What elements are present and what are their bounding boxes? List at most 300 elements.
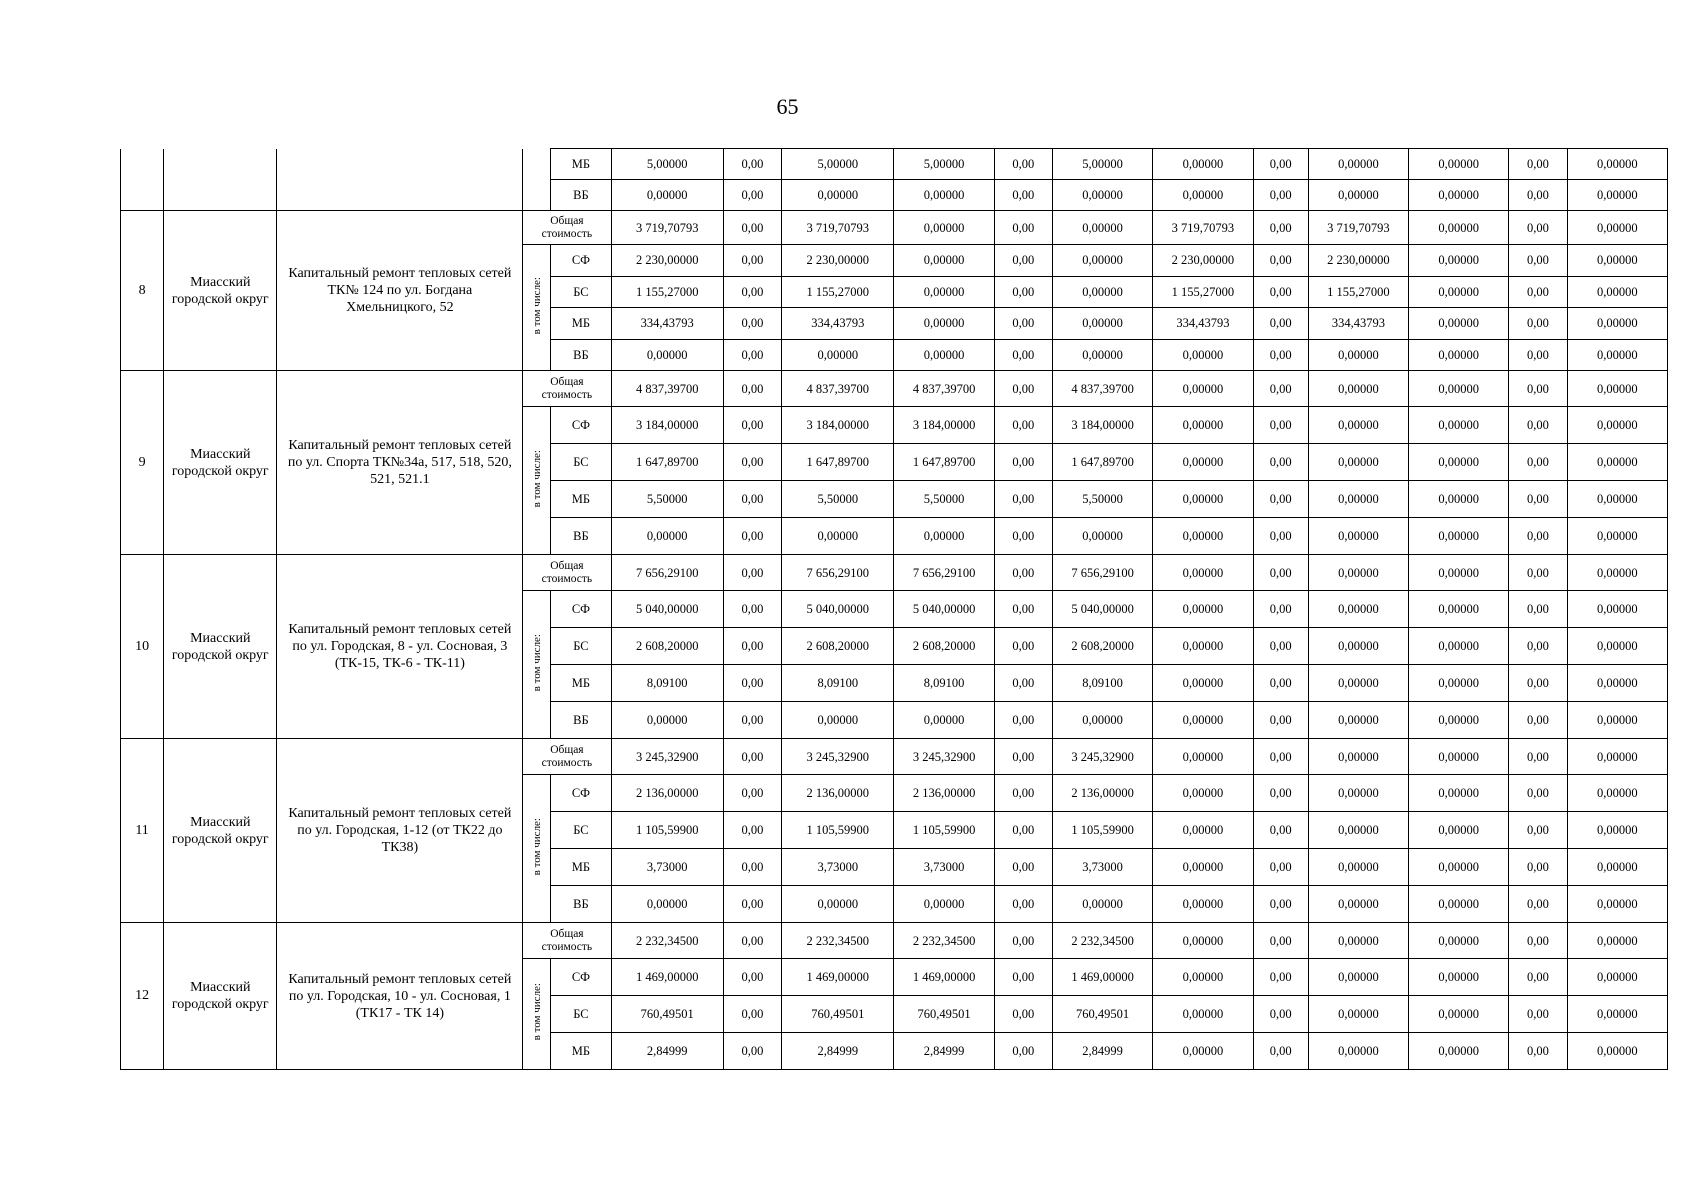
- value-cell: 0,00000: [1409, 812, 1509, 849]
- value-cell: 0,00000: [1409, 407, 1509, 444]
- value-cell: 0,00000: [1308, 444, 1408, 481]
- value-cell: 0,00: [1509, 407, 1567, 444]
- source-label: ВБ: [551, 180, 611, 211]
- total-cost-label: Общая стоимость: [523, 211, 611, 245]
- value-cell: 0,00000: [1567, 481, 1667, 518]
- value-cell: 0,00000: [1153, 702, 1253, 739]
- value-cell: 0,00: [723, 959, 781, 996]
- value-cell: 2 136,00000: [611, 775, 723, 812]
- value-cell: 0,00000: [1308, 518, 1408, 555]
- value-cell: 0,00: [1253, 996, 1308, 1033]
- value-cell: 1 105,59900: [894, 812, 994, 849]
- district-cell: [164, 149, 277, 211]
- value-cell: 2 232,34500: [1052, 923, 1152, 959]
- value-cell: 0,00000: [1308, 628, 1408, 665]
- value-cell: 3 184,00000: [894, 407, 994, 444]
- value-cell: 0,00000: [1153, 407, 1253, 444]
- value-cell: 1 647,89700: [782, 444, 894, 481]
- value-cell: 0,00: [723, 628, 781, 665]
- value-cell: 0,00: [994, 775, 1052, 812]
- district-name: Миасский городской округ: [164, 555, 277, 739]
- value-cell: 0,00000: [1567, 245, 1667, 277]
- value-cell: 0,00: [994, 245, 1052, 277]
- value-cell: 0,00000: [1567, 1033, 1667, 1070]
- value-cell: 0,00000: [1567, 996, 1667, 1033]
- value-cell: 334,43793: [1308, 308, 1408, 340]
- value-cell: 0,00: [994, 886, 1052, 923]
- value-cell: 0,00000: [1308, 996, 1408, 1033]
- value-cell: 0,00000: [1153, 591, 1253, 628]
- value-cell: 8,09100: [1052, 665, 1152, 702]
- value-cell: 0,00000: [1308, 812, 1408, 849]
- value-cell: 0,00000: [1308, 959, 1408, 996]
- value-cell: 0,00: [1253, 739, 1308, 775]
- value-cell: 0,00000: [1567, 628, 1667, 665]
- value-cell: 2 608,20000: [1052, 628, 1152, 665]
- value-cell: 0,00000: [894, 702, 994, 739]
- value-cell: 0,00000: [782, 702, 894, 739]
- value-cell: 0,00000: [1567, 849, 1667, 886]
- source-label: БС: [551, 812, 611, 849]
- source-label: БС: [551, 628, 611, 665]
- value-cell: 0,00: [1509, 308, 1567, 340]
- value-cell: 2 608,20000: [611, 628, 723, 665]
- value-cell: 0,00000: [1153, 339, 1253, 371]
- source-label: СФ: [551, 959, 611, 996]
- value-cell: 4 837,39700: [611, 371, 723, 407]
- total-cost-label: Общая стоимость: [523, 371, 611, 407]
- value-cell: 1 469,00000: [782, 959, 894, 996]
- table-body: [121, 149, 1668, 1070]
- value-cell: 0,00: [723, 702, 781, 739]
- value-cell: 0,00000: [1308, 886, 1408, 923]
- value-cell: 0,00000: [1409, 886, 1509, 923]
- value-cell: 0,00000: [1308, 180, 1408, 211]
- value-cell: 0,00000: [1409, 849, 1509, 886]
- value-cell: 5,00000: [894, 149, 994, 180]
- value-cell: 0,00: [723, 444, 781, 481]
- value-cell: 0,00000: [1153, 923, 1253, 959]
- value-cell: 3 245,32900: [782, 739, 894, 775]
- value-cell: 334,43793: [782, 308, 894, 340]
- value-cell: 8,09100: [894, 665, 994, 702]
- including-text: в том числе:: [530, 449, 543, 508]
- total-cost-label: Общая стоимость: [523, 555, 611, 591]
- value-cell: 0,00000: [1409, 591, 1509, 628]
- value-cell: 0,00000: [1409, 702, 1509, 739]
- value-cell: 0,00000: [1409, 665, 1509, 702]
- value-cell: 0,00: [1253, 276, 1308, 308]
- including-cell: [523, 149, 551, 211]
- value-cell: 0,00000: [1308, 339, 1408, 371]
- value-cell: 1 469,00000: [1052, 959, 1152, 996]
- source-label: МБ: [551, 849, 611, 886]
- value-cell: 0,00000: [1567, 308, 1667, 340]
- value-cell: 3 719,70793: [1308, 211, 1408, 245]
- value-cell: 0,00: [723, 245, 781, 277]
- value-cell: 0,00000: [1308, 407, 1408, 444]
- value-cell: 0,00: [994, 444, 1052, 481]
- budget-table-container: [120, 148, 1668, 1070]
- value-cell: 1 647,89700: [1052, 444, 1152, 481]
- value-cell: 0,00000: [782, 886, 894, 923]
- source-label: СФ: [551, 591, 611, 628]
- source-label: БС: [551, 444, 611, 481]
- value-cell: 0,00: [1253, 180, 1308, 211]
- value-cell: 0,00000: [1567, 702, 1667, 739]
- value-cell: 1 105,59900: [611, 812, 723, 849]
- value-cell: 0,00000: [1153, 149, 1253, 180]
- value-cell: 0,00: [1253, 665, 1308, 702]
- value-cell: 5 040,00000: [782, 591, 894, 628]
- value-cell: 0,00000: [1567, 149, 1667, 180]
- value-cell: 0,00000: [1409, 923, 1509, 959]
- value-cell: 0,00: [723, 1033, 781, 1070]
- value-cell: 0,00000: [1052, 339, 1152, 371]
- source-label: СФ: [551, 245, 611, 277]
- value-cell: 0,00000: [782, 518, 894, 555]
- value-cell: 4 837,39700: [894, 371, 994, 407]
- including-text: в том числе:: [530, 983, 543, 1041]
- value-cell: 0,00: [994, 812, 1052, 849]
- value-cell: 1 155,27000: [1153, 276, 1253, 308]
- row-number: 8: [121, 211, 164, 371]
- value-cell: 0,00: [723, 665, 781, 702]
- value-cell: 0,00: [723, 555, 781, 591]
- value-cell: 0,00: [723, 276, 781, 308]
- value-cell: 2 232,34500: [611, 923, 723, 959]
- value-cell: 0,00: [994, 308, 1052, 340]
- value-cell: 0,00000: [782, 180, 894, 211]
- value-cell: 5,00000: [611, 149, 723, 180]
- value-cell: 0,00000: [1567, 739, 1667, 775]
- value-cell: 0,00000: [1308, 849, 1408, 886]
- value-cell: 0,00000: [1409, 149, 1509, 180]
- value-cell: 2 232,34500: [782, 923, 894, 959]
- including-label: [523, 959, 551, 1070]
- table-row-total: [121, 923, 1668, 959]
- value-cell: 0,00000: [894, 339, 994, 371]
- including-label: [523, 407, 551, 555]
- value-cell: 3 245,32900: [1052, 739, 1152, 775]
- value-cell: 0,00: [1253, 923, 1308, 959]
- value-cell: 0,00000: [1567, 339, 1667, 371]
- value-cell: 0,00: [723, 180, 781, 211]
- value-cell: 0,00: [723, 149, 781, 180]
- value-cell: 3 719,70793: [1153, 211, 1253, 245]
- value-cell: 0,00000: [782, 339, 894, 371]
- value-cell: 0,00: [1253, 149, 1308, 180]
- page-number: 65: [776, 94, 799, 119]
- object-description: Капитальный ремонт тепловых сетей по ул. Спорта ТК№34а, 517, 518, 520, 521, 521.1: [277, 371, 523, 555]
- value-cell: 0,00000: [1052, 308, 1152, 340]
- value-cell: 760,49501: [611, 996, 723, 1033]
- value-cell: 0,00000: [1153, 665, 1253, 702]
- source-label: МБ: [551, 665, 611, 702]
- including-text: в том числе:: [530, 633, 543, 692]
- value-cell: 7 656,29100: [782, 555, 894, 591]
- value-cell: 0,00000: [1567, 407, 1667, 444]
- value-cell: 0,00: [1253, 371, 1308, 407]
- value-cell: 0,00: [1509, 591, 1567, 628]
- value-cell: 0,00000: [1308, 591, 1408, 628]
- value-cell: 5 040,00000: [894, 591, 994, 628]
- value-cell: 0,00000: [1153, 628, 1253, 665]
- source-label: БС: [551, 996, 611, 1033]
- value-cell: 0,00000: [1153, 886, 1253, 923]
- value-cell: 0,00: [723, 739, 781, 775]
- value-cell: 1 469,00000: [894, 959, 994, 996]
- description-cell: [277, 149, 523, 211]
- value-cell: 0,00000: [1567, 665, 1667, 702]
- object-description: Капитальный ремонт тепловых сетей ТК№ 124 по ул. Богдана Хмельницкого, 52: [277, 211, 523, 371]
- value-cell: 0,00: [1509, 339, 1567, 371]
- value-cell: 0,00: [723, 812, 781, 849]
- value-cell: 0,00: [994, 665, 1052, 702]
- total-cost-label: Общая стоимость: [523, 739, 611, 775]
- value-cell: 0,00: [723, 923, 781, 959]
- value-cell: 0,00: [1509, 628, 1567, 665]
- value-cell: 0,00: [1509, 959, 1567, 996]
- value-cell: 0,00000: [1567, 959, 1667, 996]
- value-cell: 0,00: [994, 996, 1052, 1033]
- value-cell: 0,00000: [1308, 1033, 1408, 1070]
- value-cell: 0,00: [1509, 849, 1567, 886]
- value-cell: 0,00000: [1567, 886, 1667, 923]
- value-cell: 0,00000: [1567, 276, 1667, 308]
- value-cell: 0,00: [1509, 739, 1567, 775]
- including-label: [523, 591, 551, 739]
- value-cell: 0,00: [1509, 149, 1567, 180]
- value-cell: 334,43793: [1153, 308, 1253, 340]
- value-cell: 0,00000: [1409, 308, 1509, 340]
- source-label: МБ: [551, 1033, 611, 1070]
- value-cell: 0,00: [994, 211, 1052, 245]
- value-cell: 0,00000: [1409, 180, 1509, 211]
- including-label: [523, 245, 551, 371]
- value-cell: 0,00: [723, 591, 781, 628]
- object-description: Капитальный ремонт тепловых сетей по ул. Городская, 8 - ул. Сосновая, 3 (ТК-15, ТК-6 - ТК-11): [277, 555, 523, 739]
- value-cell: 0,00000: [1052, 518, 1152, 555]
- value-cell: 0,00000: [1153, 444, 1253, 481]
- value-cell: 0,00000: [1409, 211, 1509, 245]
- value-cell: 0,00: [994, 481, 1052, 518]
- value-cell: 8,09100: [782, 665, 894, 702]
- table-row-total: [121, 371, 1668, 407]
- value-cell: 0,00000: [1567, 444, 1667, 481]
- num-cell: [121, 149, 164, 211]
- value-cell: 2 608,20000: [894, 628, 994, 665]
- value-cell: 2,84999: [1052, 1033, 1152, 1070]
- value-cell: 0,00: [1509, 211, 1567, 245]
- total-cost-label: Общая стоимость: [523, 923, 611, 959]
- value-cell: 5,50000: [894, 481, 994, 518]
- value-cell: 0,00000: [611, 180, 723, 211]
- value-cell: 0,00000: [894, 276, 994, 308]
- source-label: МБ: [551, 481, 611, 518]
- value-cell: 0,00: [723, 775, 781, 812]
- value-cell: 0,00: [994, 180, 1052, 211]
- value-cell: 3,73000: [1052, 849, 1152, 886]
- value-cell: 0,00000: [1409, 996, 1509, 1033]
- value-cell: 0,00: [723, 849, 781, 886]
- source-label: СФ: [551, 407, 611, 444]
- value-cell: 0,00000: [894, 886, 994, 923]
- row-number: 11: [121, 739, 164, 923]
- value-cell: 760,49501: [782, 996, 894, 1033]
- value-cell: 1 105,59900: [782, 812, 894, 849]
- value-cell: 0,00000: [1308, 371, 1408, 407]
- value-cell: 0,00: [994, 739, 1052, 775]
- value-cell: 3,73000: [894, 849, 994, 886]
- value-cell: 0,00000: [894, 180, 994, 211]
- value-cell: 0,00: [1509, 481, 1567, 518]
- including-text: в том числе:: [530, 817, 543, 876]
- value-cell: 0,00000: [1567, 180, 1667, 211]
- value-cell: 3 719,70793: [611, 211, 723, 245]
- value-cell: 0,00: [1509, 812, 1567, 849]
- value-cell: 0,00: [1509, 276, 1567, 308]
- value-cell: 1 155,27000: [1308, 276, 1408, 308]
- value-cell: 0,00000: [1308, 702, 1408, 739]
- value-cell: 0,00000: [1409, 371, 1509, 407]
- value-cell: 0,00: [994, 371, 1052, 407]
- value-cell: 0,00: [723, 996, 781, 1033]
- district-name: Миасский городской округ: [164, 371, 277, 555]
- source-label: ВБ: [551, 518, 611, 555]
- value-cell: 0,00000: [1308, 775, 1408, 812]
- value-cell: 0,00: [1509, 996, 1567, 1033]
- including-label: [523, 775, 551, 923]
- value-cell: 0,00: [1253, 444, 1308, 481]
- value-cell: 0,00000: [1153, 481, 1253, 518]
- value-cell: 0,00000: [894, 211, 994, 245]
- row-number: 9: [121, 371, 164, 555]
- value-cell: 0,00000: [1052, 211, 1152, 245]
- value-cell: 7 656,29100: [894, 555, 994, 591]
- value-cell: 0,00000: [1567, 775, 1667, 812]
- value-cell: 0,00: [1509, 775, 1567, 812]
- value-cell: 0,00000: [1409, 276, 1509, 308]
- table-row-total: [121, 739, 1668, 775]
- value-cell: 0,00: [1253, 886, 1308, 923]
- value-cell: 0,00: [1509, 180, 1567, 211]
- value-cell: 0,00: [1509, 1033, 1567, 1070]
- value-cell: 760,49501: [1052, 996, 1152, 1033]
- value-cell: 0,00: [723, 339, 781, 371]
- value-cell: 0,00: [994, 555, 1052, 591]
- value-cell: 1 155,27000: [611, 276, 723, 308]
- value-cell: 3 719,70793: [782, 211, 894, 245]
- value-cell: 0,00: [994, 591, 1052, 628]
- value-cell: 0,00000: [1153, 555, 1253, 591]
- value-cell: 0,00000: [1308, 555, 1408, 591]
- row-number: 10: [121, 555, 164, 739]
- including-text: в том числе:: [530, 276, 543, 335]
- value-cell: 0,00000: [1052, 180, 1152, 211]
- source-label: БС: [551, 276, 611, 308]
- value-cell: 4 837,39700: [1052, 371, 1152, 407]
- value-cell: 0,00000: [1052, 245, 1152, 277]
- source-label: ВБ: [551, 339, 611, 371]
- value-cell: 2 136,00000: [1052, 775, 1152, 812]
- value-cell: 1 155,27000: [782, 276, 894, 308]
- source-label: ВБ: [551, 886, 611, 923]
- value-cell: 0,00: [1509, 555, 1567, 591]
- value-cell: 0,00: [994, 407, 1052, 444]
- value-cell: 0,00: [1509, 371, 1567, 407]
- value-cell: 0,00000: [1409, 518, 1509, 555]
- value-cell: 0,00: [1253, 555, 1308, 591]
- value-cell: 0,00000: [1153, 739, 1253, 775]
- value-cell: 0,00: [1509, 923, 1567, 959]
- value-cell: 0,00000: [1308, 923, 1408, 959]
- value-cell: 5,50000: [611, 481, 723, 518]
- value-cell: 0,00000: [1409, 444, 1509, 481]
- value-cell: 0,00: [1253, 211, 1308, 245]
- value-cell: 0,00000: [1052, 702, 1152, 739]
- value-cell: 760,49501: [894, 996, 994, 1033]
- value-cell: 0,00: [1253, 245, 1308, 277]
- value-cell: 0,00000: [1409, 1033, 1509, 1070]
- source-label: СФ: [551, 775, 611, 812]
- value-cell: 1 647,89700: [611, 444, 723, 481]
- value-cell: 0,00000: [1567, 555, 1667, 591]
- value-cell: 0,00: [723, 481, 781, 518]
- value-cell: 0,00: [1509, 444, 1567, 481]
- value-cell: 2 608,20000: [782, 628, 894, 665]
- source-label: ВБ: [551, 702, 611, 739]
- value-cell: 0,00: [1253, 481, 1308, 518]
- value-cell: 0,00000: [1308, 149, 1408, 180]
- district-name: Миасский городской округ: [164, 739, 277, 923]
- value-cell: 2 230,00000: [782, 245, 894, 277]
- value-cell: 0,00: [1509, 518, 1567, 555]
- value-cell: 0,00: [994, 849, 1052, 886]
- value-cell: 0,00000: [1567, 371, 1667, 407]
- value-cell: 0,00000: [1153, 959, 1253, 996]
- table-row: [121, 149, 1668, 180]
- value-cell: 7 656,29100: [1052, 555, 1152, 591]
- value-cell: 0,00000: [1409, 555, 1509, 591]
- value-cell: 4 837,39700: [782, 371, 894, 407]
- value-cell: 0,00000: [1567, 518, 1667, 555]
- value-cell: 0,00000: [611, 339, 723, 371]
- value-cell: 0,00000: [611, 886, 723, 923]
- value-cell: 0,00: [723, 211, 781, 245]
- value-cell: 2,84999: [782, 1033, 894, 1070]
- value-cell: 3 245,32900: [894, 739, 994, 775]
- value-cell: 0,00: [994, 923, 1052, 959]
- value-cell: 0,00: [994, 518, 1052, 555]
- value-cell: 0,00: [1509, 245, 1567, 277]
- value-cell: 5 040,00000: [1052, 591, 1152, 628]
- value-cell: 0,00: [723, 886, 781, 923]
- value-cell: 5,50000: [782, 481, 894, 518]
- value-cell: 0,00: [723, 518, 781, 555]
- value-cell: 0,00000: [1409, 959, 1509, 996]
- object-description: Капитальный ремонт тепловых сетей по ул. Городская, 1-12 (от ТК22 до ТК38): [277, 739, 523, 923]
- value-cell: 3 184,00000: [782, 407, 894, 444]
- value-cell: 3,73000: [611, 849, 723, 886]
- value-cell: 0,00000: [1409, 339, 1509, 371]
- value-cell: 0,00: [1253, 959, 1308, 996]
- value-cell: 2 136,00000: [894, 775, 994, 812]
- value-cell: 0,00000: [894, 518, 994, 555]
- value-cell: 2 232,34500: [894, 923, 994, 959]
- value-cell: 1 105,59900: [1052, 812, 1152, 849]
- value-cell: 0,00000: [1153, 812, 1253, 849]
